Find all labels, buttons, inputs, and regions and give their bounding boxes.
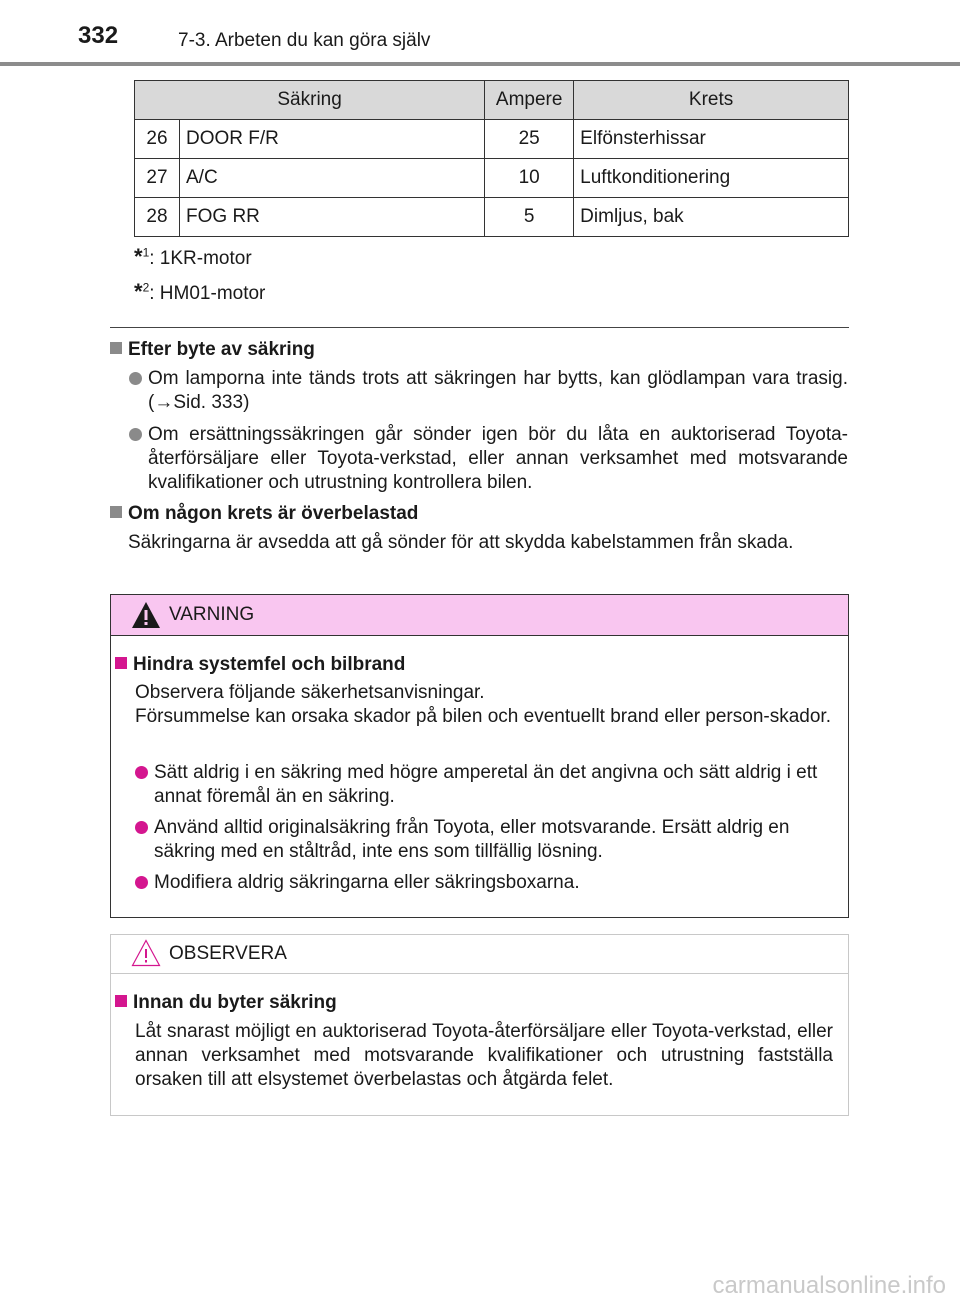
square-bullet-icon: [115, 995, 127, 1007]
table-cell: 25: [485, 120, 574, 159]
circle-bullet-icon: [135, 821, 148, 834]
table-row: [135, 120, 849, 159]
subheading-overload: [110, 503, 418, 525]
warning-subheading: [115, 653, 405, 677]
column-header: Säkring: [135, 81, 485, 120]
caution-triangle-icon: [131, 939, 161, 967]
arrow-right-icon: →: [154, 392, 174, 413]
header-rule: [0, 62, 960, 66]
warning-bullet-text: Modifiera aldrig säkringarna eller säkringsboxarna.: [154, 872, 580, 893]
bullet-item: [148, 367, 848, 415]
circle-bullet-icon: [135, 766, 148, 779]
circle-bullet-icon: [129, 428, 142, 441]
footnote-1: [134, 244, 252, 270]
column-header: Krets: [574, 81, 849, 120]
warning-line-2: Försummelse kan orsaka skador på bilen och eventuellt brand eller person-skador.: [135, 706, 831, 727]
table-header-row: [135, 81, 849, 120]
table-cell: Elfönsterhissar: [574, 120, 849, 159]
bullet-text: Om ersättningssäkringen går sönder igen bör du låta en auktoriserad Toyota-återförsäljare eller Toyota-verkstad, eller annan verksamhet med motsvarande kvalifikationer och utrustning kontrollera bilen.: [148, 424, 848, 493]
circle-bullet-icon: [129, 372, 142, 385]
notice-box: [110, 934, 849, 1116]
warning-triangle-icon: [131, 601, 161, 629]
warning-bullet: [154, 871, 844, 895]
warning-title: Hindra systemfel och bilbrand: [133, 654, 406, 675]
footnote-mark: *: [134, 244, 143, 269]
warning-bullet: [154, 761, 844, 809]
table-cell: 5: [485, 198, 574, 237]
table-cell: 10: [485, 159, 574, 198]
subheading-after-replace: [110, 339, 315, 361]
table-row: [135, 198, 849, 237]
notice-label: OBSERVERA: [169, 943, 287, 964]
warning-line-1: Observera följande säkerhetsanvisningar.: [135, 682, 485, 703]
table-cell: 26: [135, 120, 180, 159]
table-row: [135, 159, 849, 198]
bullet-text: Om lamporna inte tänds trots att säkringen har bytts, kan glödlampan vara trasig. (: [148, 368, 848, 413]
page-header: [0, 0, 960, 66]
warning-bullet-text: Använd alltid originalsäkring från Toyota, eller motsvarande. Ersätt aldrig en säkring med en ståltråd, inte ens som tillfällig lösning.: [154, 817, 790, 862]
table-cell: A/C: [180, 159, 485, 198]
section-title: 7-3. Arbeten du kan göra själv: [178, 30, 431, 51]
subheading-text: Om någon krets är överbelastad: [128, 503, 419, 524]
overload-text: Säkringarna är avsedda att gå sönder för att skydda kabelstammen från skada.: [128, 532, 794, 553]
warning-box: [110, 594, 849, 918]
notice-subheading: [115, 991, 337, 1015]
notice-text: Låt snarast möjligt en auktoriserad Toyota-återförsäljare eller Toyota-verkstad, eller annan verksamhet med motsvarande kvalifikationer och utrustning fastställa orsaken till att elsystemet överbelastas och åtgärda felet.: [135, 1021, 833, 1090]
warning-label: VARNING: [169, 604, 255, 625]
bullet-item: [148, 423, 848, 495]
notice-header: [111, 935, 848, 974]
footnote-text: : HM01-motor: [149, 283, 266, 304]
notice-title: Innan du byter säkring: [133, 992, 337, 1013]
warning-bullet: [154, 816, 809, 864]
subheading-text: Efter byte av säkring: [128, 339, 315, 360]
square-bullet-icon: [110, 506, 122, 518]
page-reference: Sid. 333: [173, 392, 244, 413]
table-cell: FOG RR: [180, 198, 485, 237]
footnote-number: 1: [142, 245, 150, 260]
square-bullet-icon: [110, 342, 122, 354]
table-cell: Luftkonditionering: [574, 159, 849, 198]
section-divider: [110, 327, 849, 328]
bullet-text-end: ): [243, 392, 250, 413]
watermark: carmanualsonline.info: [712, 1272, 946, 1299]
footnote-text: : 1KR-motor: [149, 248, 252, 269]
warning-header: [111, 595, 848, 636]
column-header: Ampere: [485, 81, 574, 120]
fuse-table: [134, 80, 849, 237]
footnote-number: 2: [142, 280, 150, 295]
page-number: 332: [78, 22, 119, 49]
table-cell: 28: [135, 198, 180, 237]
footnote-mark: *: [134, 279, 143, 304]
table-cell: DOOR F/R: [180, 120, 485, 159]
table-cell: Dimljus, bak: [574, 198, 849, 237]
footnote-2: [134, 279, 265, 305]
warning-bullet-text: Sätt aldrig i en säkring med högre amperetal än det angivna och sätt aldrig i ett annat föremål än en säkring.: [154, 762, 818, 807]
square-bullet-icon: [115, 657, 127, 669]
table-cell: 27: [135, 159, 180, 198]
circle-bullet-icon: [135, 876, 148, 889]
